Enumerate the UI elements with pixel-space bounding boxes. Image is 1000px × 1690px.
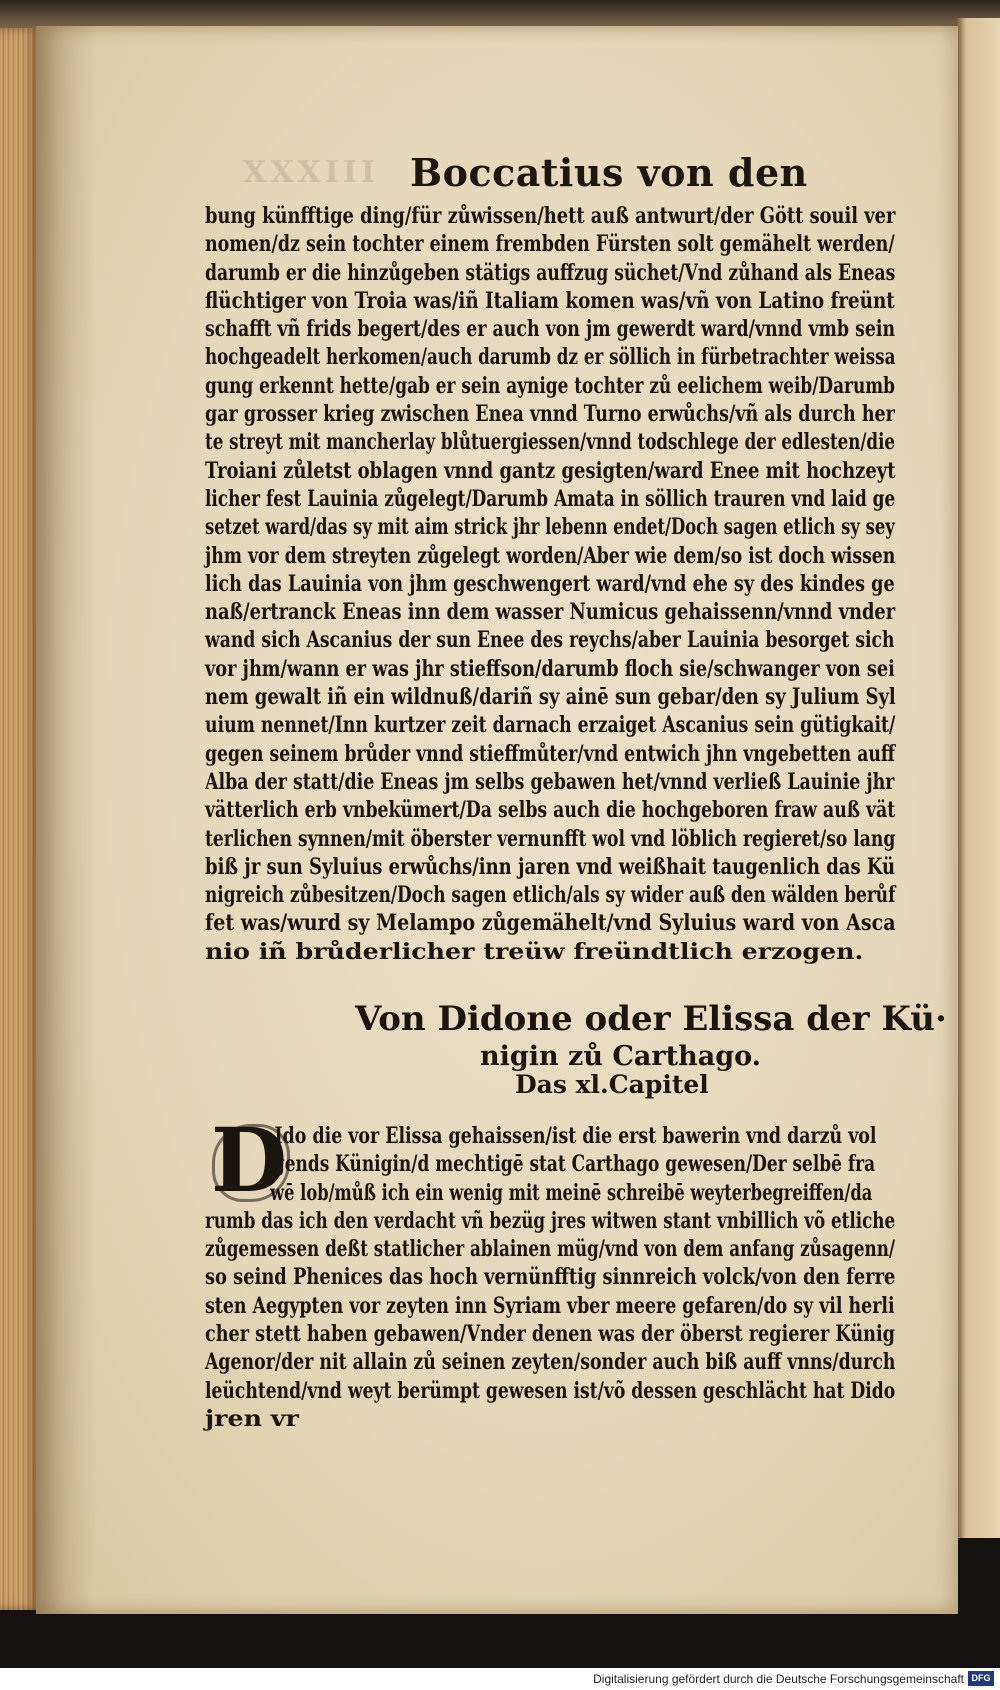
text-line: flüchtiger von Troia was/iñ Italiam komen was/vñ von Latino freünt bbox=[205, 287, 895, 314]
text-line: cher stett haben gebawen/Vnder denen was der öberst regierer Künig bbox=[205, 1321, 895, 1348]
text-line: nigreich zůbesitzen/Doch sagen etlich/als sy wider auß den wälden berůf bbox=[205, 882, 896, 909]
text-line: zůgemessen deßt statlicher ablainen müg/vnd von dem anfang zůsagenn/ bbox=[205, 1236, 896, 1263]
text-line: Agenor/der nit allain zů seinen zeyten/sonder auch biß auff vnns/durch bbox=[205, 1349, 896, 1376]
text-line: gar grosser krieg zwischen Enea vnnd Turno erwůchs/vñ als durch her bbox=[205, 401, 895, 428]
text-line: gegen seinem brůder vnnd stieffmůter/vnd entwich jhn vngebetten auff bbox=[205, 740, 896, 767]
text-line: Alba der statt/die Eneas jm selbs gebawen het/vnnd verließ Lauinie jhr bbox=[205, 768, 895, 795]
text-line: setzet ward/das sy mit aim strick jhr lebenn endet/Doch sagen etlich sy sey bbox=[205, 514, 895, 541]
text-line: lich das Lauinia von jhm geschwengert ward/vnd ehe sy des kindes ge bbox=[205, 570, 895, 597]
page-edges-left bbox=[0, 28, 38, 1610]
text-line: licher fest Lauinia zůgelegt/Darumb Amata in söllich trauren vnd laid ge bbox=[205, 485, 896, 512]
text-line: vätterlich erb vnbekümert/Da selbs auch die hochgeboren fraw auß vät bbox=[205, 797, 896, 824]
text-line: darumb er die hinzůgeben stätigs auffzug süchet/Vnd zůhand als Eneas bbox=[205, 259, 896, 286]
gutter-shadow bbox=[36, 26, 96, 1614]
text-line: leüchtend/vnd weyt berümpt gewesen ist/võ dessen geschlächt hat Dido bbox=[205, 1377, 896, 1404]
text-line: Troiani zůletst oblagen vnnd gantz gesigten/ward Enee mit hochzeyt bbox=[205, 457, 896, 484]
text-line: jren vr bbox=[205, 1405, 299, 1432]
text-line: schafft vñ frids begert/des er auch von jm gewerdt ward/vnnd vmb sein bbox=[205, 316, 896, 343]
text-line: bung künfftige ding/für zůwissen/hett auß antwurt/der Gött souil ver bbox=[205, 203, 896, 229]
text-line: wand sich Ascanius der sun Enee des reychs/aber Lauinia besorget sich bbox=[205, 627, 895, 654]
digitization-credit: Digitalisierung gefördert durch die Deutsche Forschungsgemeinschaft bbox=[593, 1672, 964, 1686]
text-line: Ido die vor Elissa gehaissen/ist die erst bawerin vnd darzů vol bbox=[274, 1123, 877, 1149]
chapter-number: Das xl.Capitel bbox=[515, 1070, 709, 1099]
text-line: wē lob/můß ich ein wenig mit meinē schreibē weyterbegreiffen/da bbox=[270, 1179, 873, 1206]
running-head: Boccatius von den bbox=[410, 150, 808, 195]
text-line: naß/ertranck Eneas inn dem wasser Numicus gehaissenn/vnnd vnder bbox=[205, 599, 896, 626]
text-line: nem gewalt iñ ein wildnuß/dariñ sy ainē sun gebar/den sy Julium Syl bbox=[205, 684, 896, 711]
text-line: rumb das ich den verdacht vñ bezüg jres witwen stant vnbillich võ etliche bbox=[205, 1207, 896, 1234]
text-line: sten Aegypten vor zeyten inn Syriam vber meere gefaren/do sy vil herli bbox=[205, 1292, 895, 1319]
show-through-folio: XXXIII bbox=[243, 155, 379, 190]
decorated-initial: D bbox=[208, 1118, 290, 1202]
text-line: gung erkennt hette/gab er sein aynige tochter zů eelichem weib/Darumb bbox=[205, 372, 895, 399]
chapter-text-block bbox=[205, 1122, 940, 1433]
book-top-edge bbox=[0, 0, 1000, 28]
facing-page-edge bbox=[956, 18, 1000, 1538]
body-text-block bbox=[205, 202, 940, 966]
dfg-logo: DFG bbox=[968, 1671, 994, 1686]
text-line: biß jr sun Syluius erwůchs/inn jaren vnd weißhait taugenlich das Kü bbox=[205, 853, 896, 880]
chapter-title bbox=[355, 998, 947, 1074]
chapter-title-line-1: Von Didone oder Elissa der Kü· bbox=[355, 999, 947, 1039]
text-line: terlichen synnen/mit öberster vernunfft wol vnd löblich regieret/so lang bbox=[205, 825, 896, 852]
text-line: nomen/dz sein tochter einem frembden Fürsten solt gemähelt werden/ bbox=[205, 231, 895, 258]
text-line: te streyt mit mancherlay blůtuergiessen/vnnd todschlege der edlesten/die bbox=[205, 429, 895, 456]
text-line: gends Künigin/d mechtigē stat Carthago gewesen/Der selbē fra bbox=[272, 1151, 876, 1178]
text-line: vor jhm/wann er was jhr stieffson/darumb floch sie/schwanger von sei bbox=[205, 655, 895, 682]
text-line: so seind Phenices das hoch vernünfftig sinnreich volck/von den ferre bbox=[205, 1264, 896, 1291]
text-line: hochgeadelt herkomen/auch darumb dz er söllich in fürbetrachter weissa bbox=[205, 344, 896, 371]
text-line: jhm vor dem streyten zůgelegt worden/Aber wie dem/so ist doch wissen bbox=[205, 542, 896, 569]
text-line: nio iñ brůderlicher treüw freündtlich erzogen. bbox=[205, 938, 864, 965]
text-line: uium nennet/Inn kurtzer zeit darnach erzaiget Ascanius sein gütigkait/ bbox=[205, 712, 896, 739]
text-line: fet was/wurd sy Melampo zůgemähelt/vnd Syluius ward von Asca bbox=[205, 910, 896, 937]
chapter-title-line-2: nigin zů Carthago. bbox=[480, 1041, 762, 1072]
